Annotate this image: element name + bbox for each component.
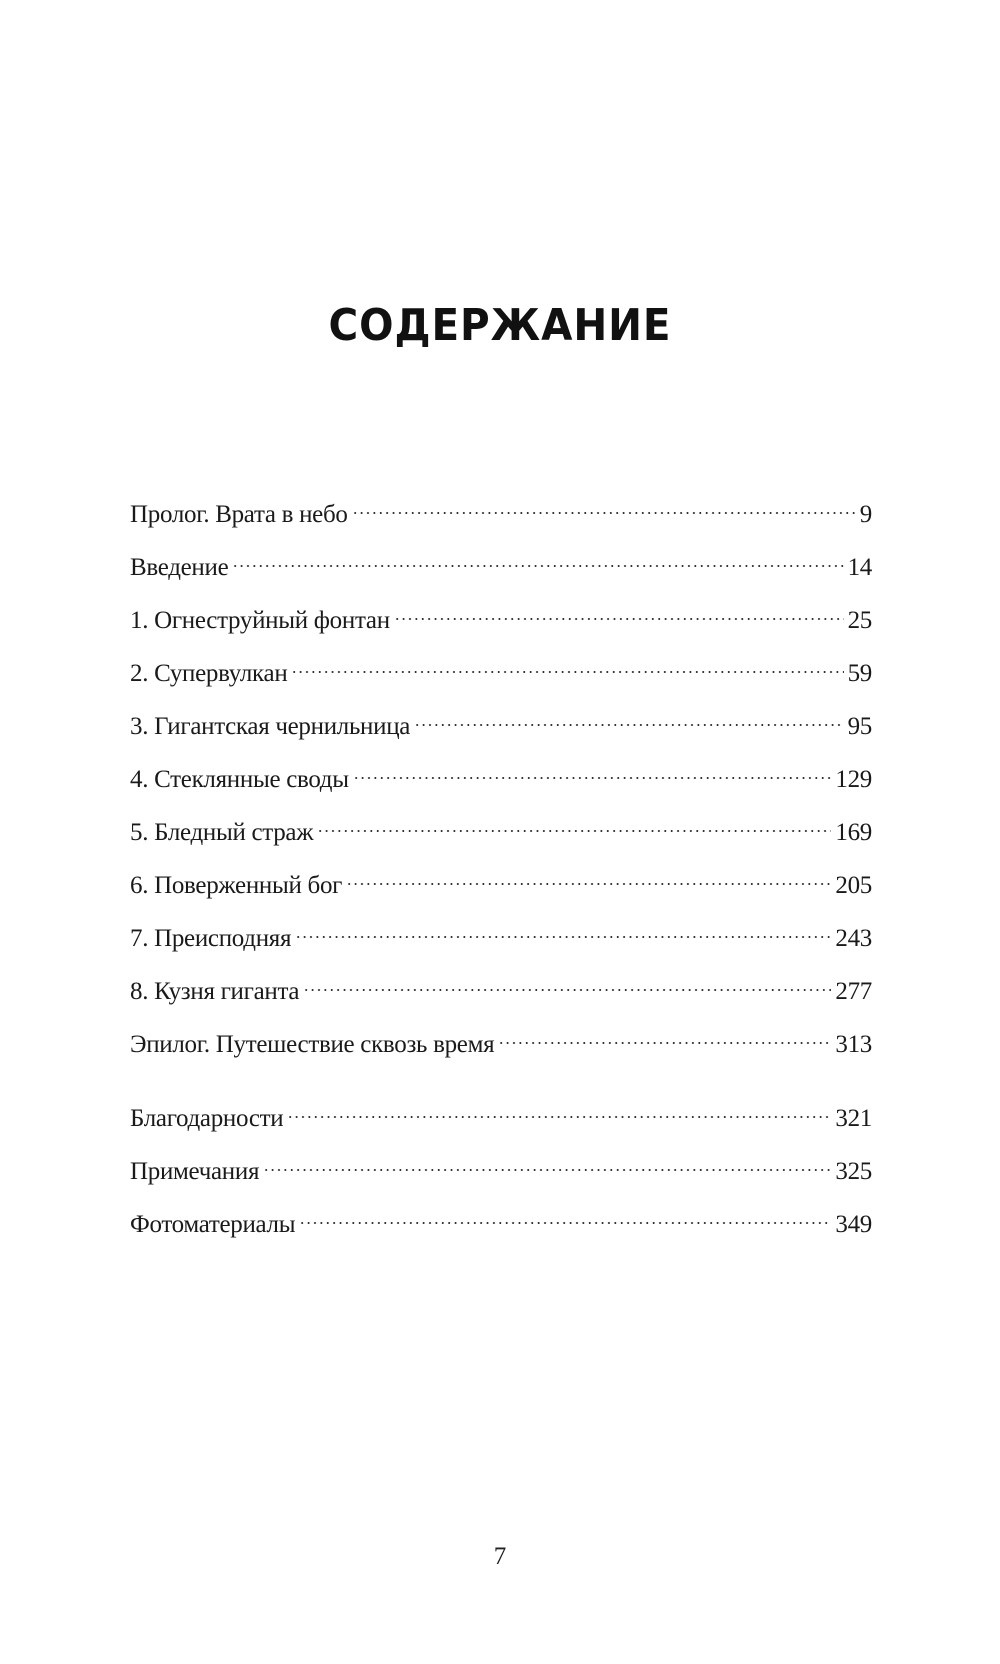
dot-leader (352, 488, 856, 522)
toc-entry-page: 313 (835, 1031, 872, 1058)
toc-entry[interactable] (130, 753, 872, 793)
page-number: 7 (493, 1543, 507, 1570)
toc-entry-title: 2. Супервулкан (130, 660, 288, 687)
dot-leader (303, 965, 831, 999)
toc-entry[interactable] (130, 859, 872, 899)
toc-entry[interactable] (130, 1018, 872, 1058)
toc-entry[interactable] (130, 647, 872, 687)
toc-entry-title: Благодарности (130, 1105, 284, 1132)
toc-entry[interactable] (130, 700, 872, 740)
toc-entry[interactable] (130, 1145, 872, 1185)
dot-leader (295, 912, 831, 946)
toc-entry-page: 205 (835, 872, 872, 899)
toc-entry-page: 243 (835, 925, 872, 952)
toc-entry-page: 14 (847, 554, 872, 581)
dot-leader (353, 753, 832, 787)
toc-entry-title: 5. Бледный страж (130, 819, 314, 846)
toc-entry-page: 349 (835, 1211, 872, 1238)
toc-entry-page: 321 (835, 1105, 872, 1132)
page-title: СОДЕРЖАНИЕ (328, 300, 672, 351)
toc-entry[interactable] (130, 912, 872, 952)
toc-entry[interactable] (130, 806, 872, 846)
toc-entry-page: 129 (835, 766, 872, 793)
toc-entry[interactable] (130, 965, 872, 1005)
toc-entry-title: 1. Огнеструйный фонтан (130, 607, 390, 634)
toc-entry-page: 59 (847, 660, 872, 687)
dot-leader (346, 859, 831, 893)
toc-entry[interactable] (130, 541, 872, 581)
dot-leader (498, 1018, 831, 1052)
toc-entry-title: Введение (130, 554, 229, 581)
dot-leader (263, 1145, 831, 1179)
dot-leader (414, 700, 844, 734)
toc-entry-title: Фотоматериалы (130, 1211, 296, 1238)
dot-leader (287, 1092, 831, 1126)
toc-entry-page: 9 (859, 501, 872, 528)
dot-leader (232, 541, 843, 575)
toc-entry-title: 6. Поверженный бог (130, 872, 343, 899)
toc-entry-page: 95 (847, 713, 872, 740)
dot-leader (394, 594, 844, 628)
toc-entry-title: Эпилог. Путешествие сквозь время (130, 1031, 495, 1058)
toc-entry-page: 169 (835, 819, 872, 846)
toc-entry-title: Примечания (130, 1158, 260, 1185)
toc-entry[interactable] (130, 488, 872, 528)
toc-entry-title: 8. Кузня гиганта (130, 978, 300, 1005)
dot-leader (317, 806, 831, 840)
toc-entry-page: 25 (847, 607, 872, 634)
toc-entry[interactable] (130, 1198, 872, 1238)
toc-entry-title: Пролог. Врата в небо (130, 501, 348, 528)
toc-entry-title: 4. Стеклянные своды (130, 766, 349, 793)
toc-entry[interactable] (130, 594, 872, 634)
dot-leader (299, 1198, 831, 1232)
toc-entry-page: 325 (835, 1158, 872, 1185)
toc-entry-title: 3. Гигантская чернильница (130, 713, 411, 740)
toc-entry-page: 277 (835, 978, 872, 1005)
dot-leader (291, 647, 843, 681)
toc-entry-title: 7. Преисподняя (130, 925, 292, 952)
toc-entry[interactable] (130, 1092, 872, 1132)
